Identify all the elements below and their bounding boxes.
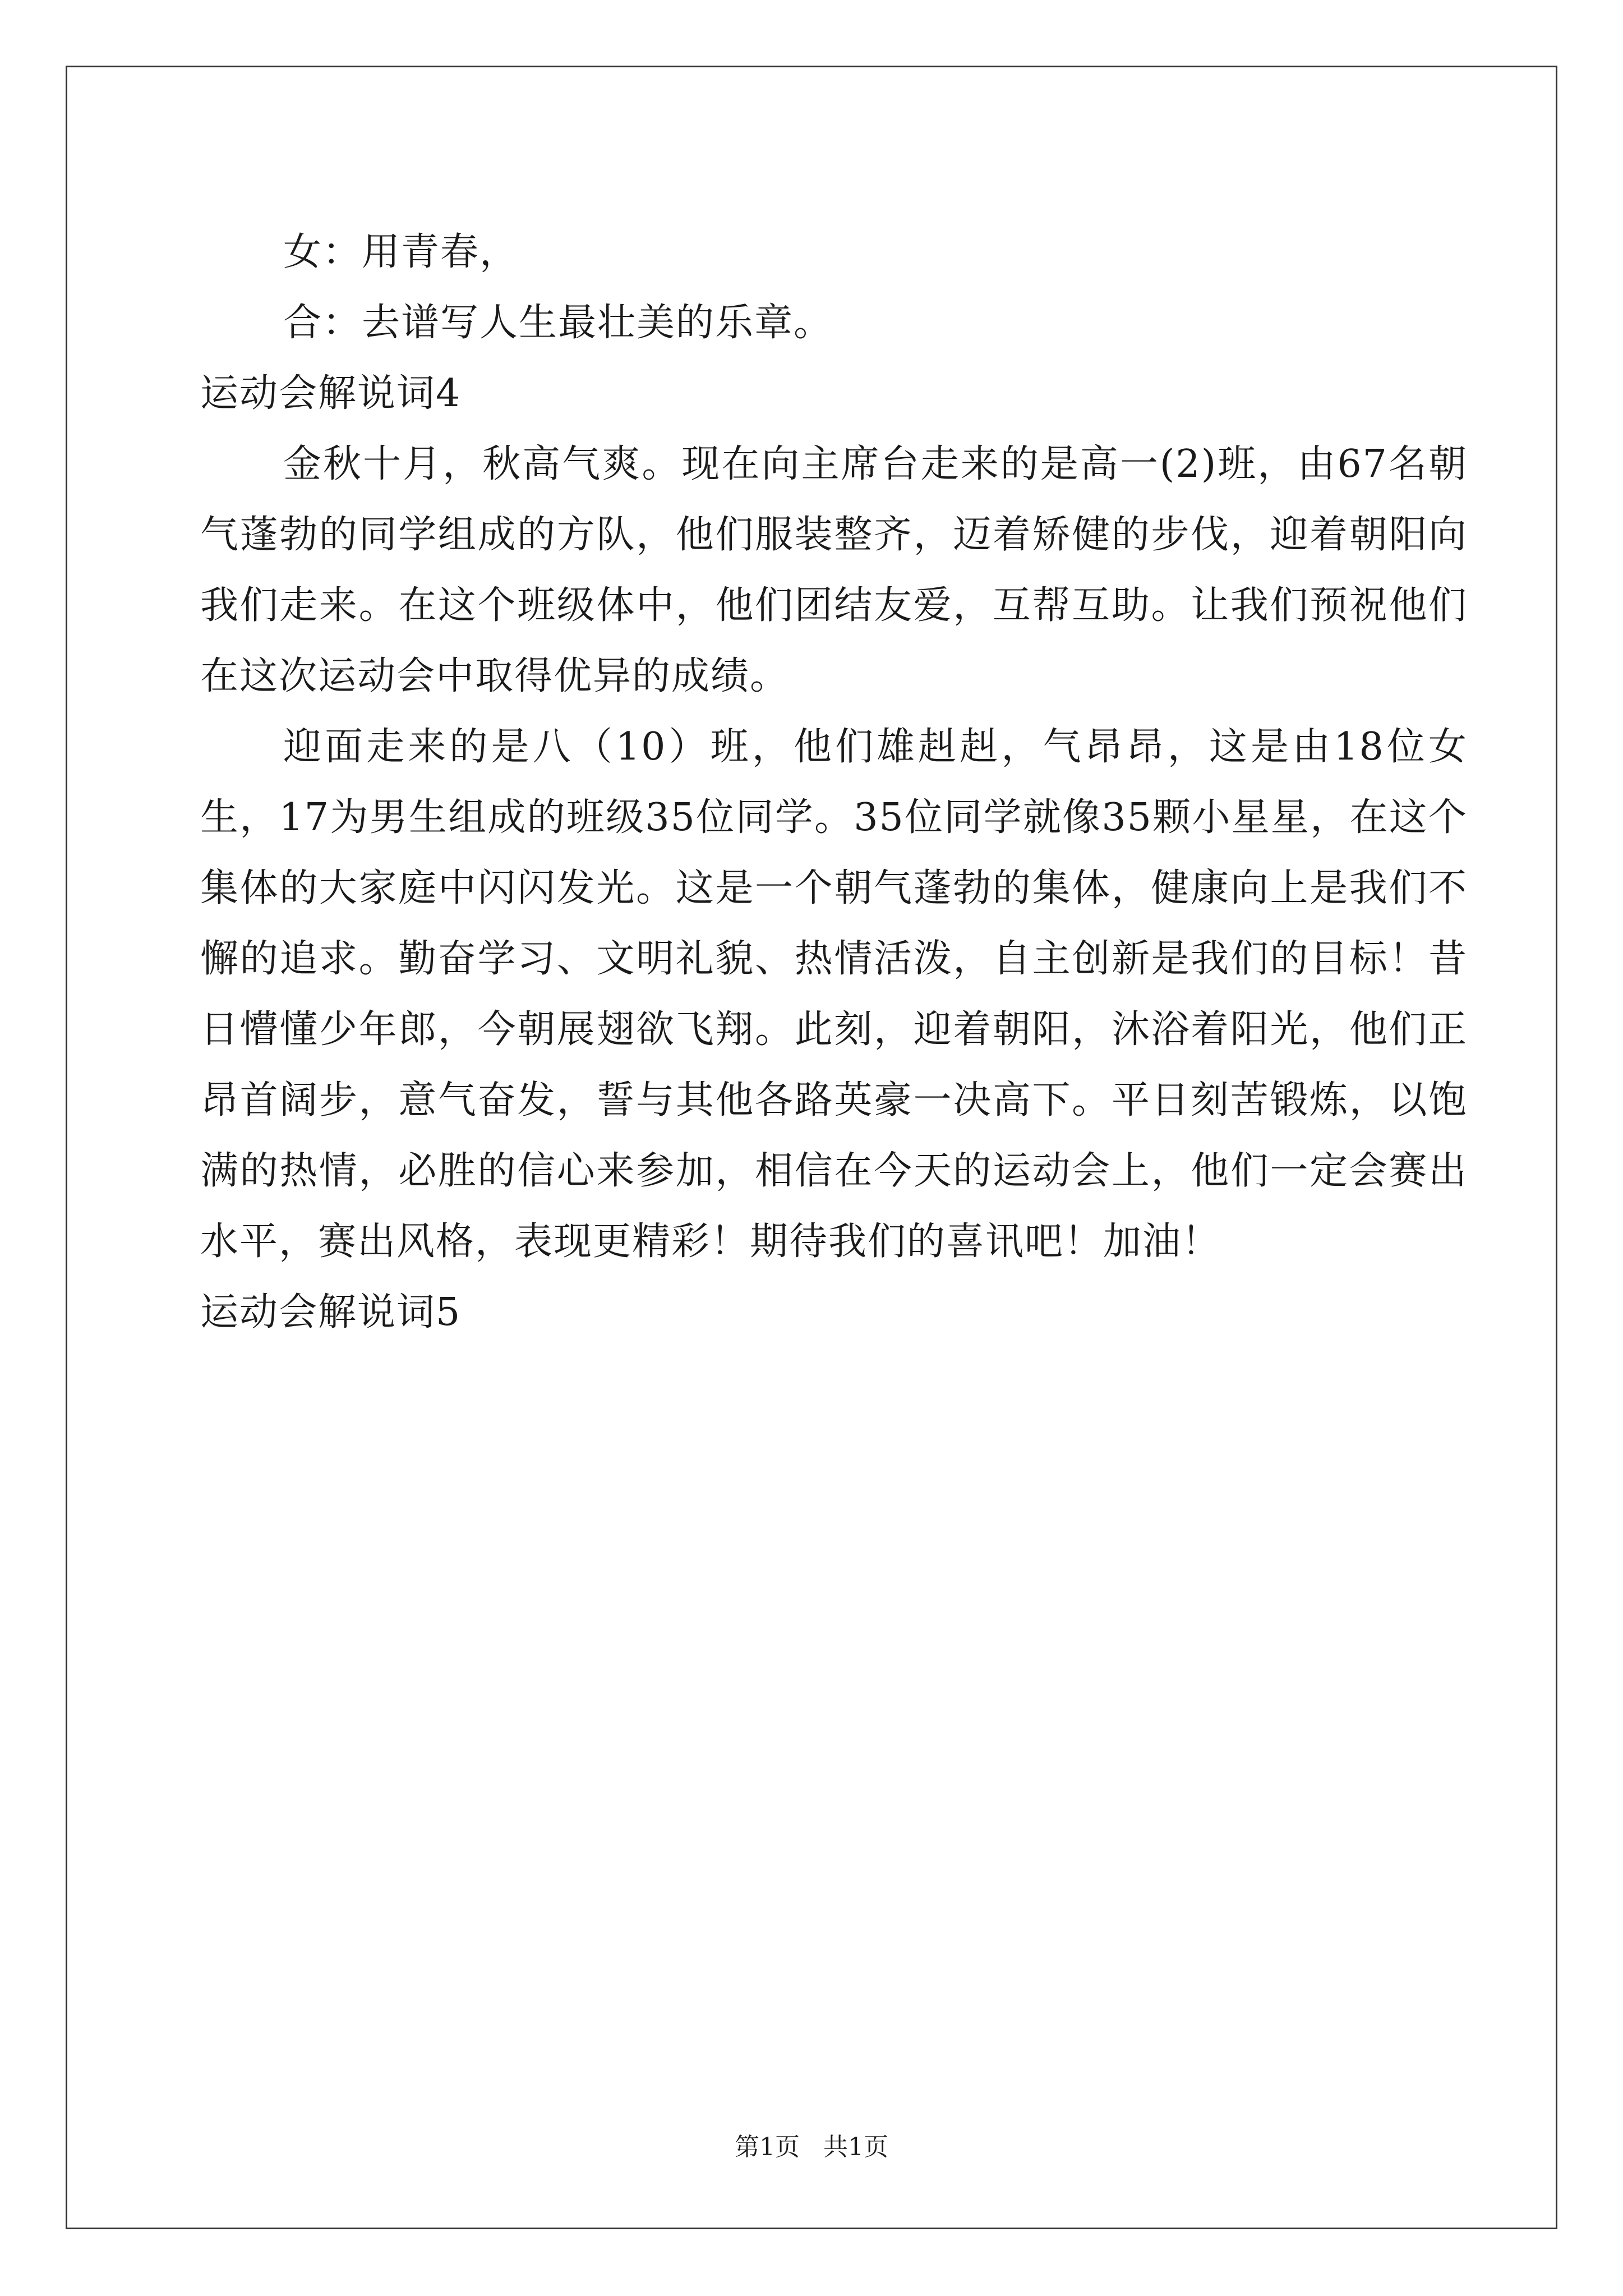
paragraph-class-1-2: 金秋十月，秋高气爽。现在向主席台走来的是高一(2)班，由67名朝气蓬勃的同学组成的方队，他们服装整齐，迈着矫健的步伐，迎着朝阳向我们走来。在这个班级体中，他们团结友爱，互帮互助。让我们预祝他们在这次运动会中取得优异的成绩。 [200, 442, 1468, 698]
section-heading-4: 运动会解说词4 [200, 371, 462, 416]
dialogue-line-together: 合：去谱写人生最壮美的乐章。 [283, 301, 833, 345]
section-heading-5: 运动会解说词5 [200, 1290, 462, 1335]
document-body [200, 217, 1468, 1348]
dialogue-line-female: 女：用青春， [283, 230, 519, 274]
paragraph-class-8-10: 迎面走来的是八（10）班，他们雄赳赳，气昂昂，这是由18位女生，17为男生组成的班级35位同学。35位同学就像35颗小星星，在这个集体的大家庭中闪闪发光。这是一个朝气蓬勃的集体，健康向上是我们不懈的追求。勤奋学习、文明礼貌、热情活泼，自主创新是我们的目标！昔日懵懂少年郎，今朝展翅欲飞翔。此刻，迎着朝阳，沐浴着阳光，他们正昂首阔步，意气奋发，誓与其他各路英豪一决高下。平日刻苦锻炼，以饱满的热情，必胜的信心来参加，相信在今天的运动会上，他们一定会赛出水平，赛出风格，表现更精彩！期待我们的喜讯吧！加油！ [200, 725, 1468, 1264]
page-footer [0, 2131, 1623, 2164]
page-number-current: 第1页 [735, 2133, 800, 2161]
page-number-total: 共1页 [823, 2133, 888, 2161]
